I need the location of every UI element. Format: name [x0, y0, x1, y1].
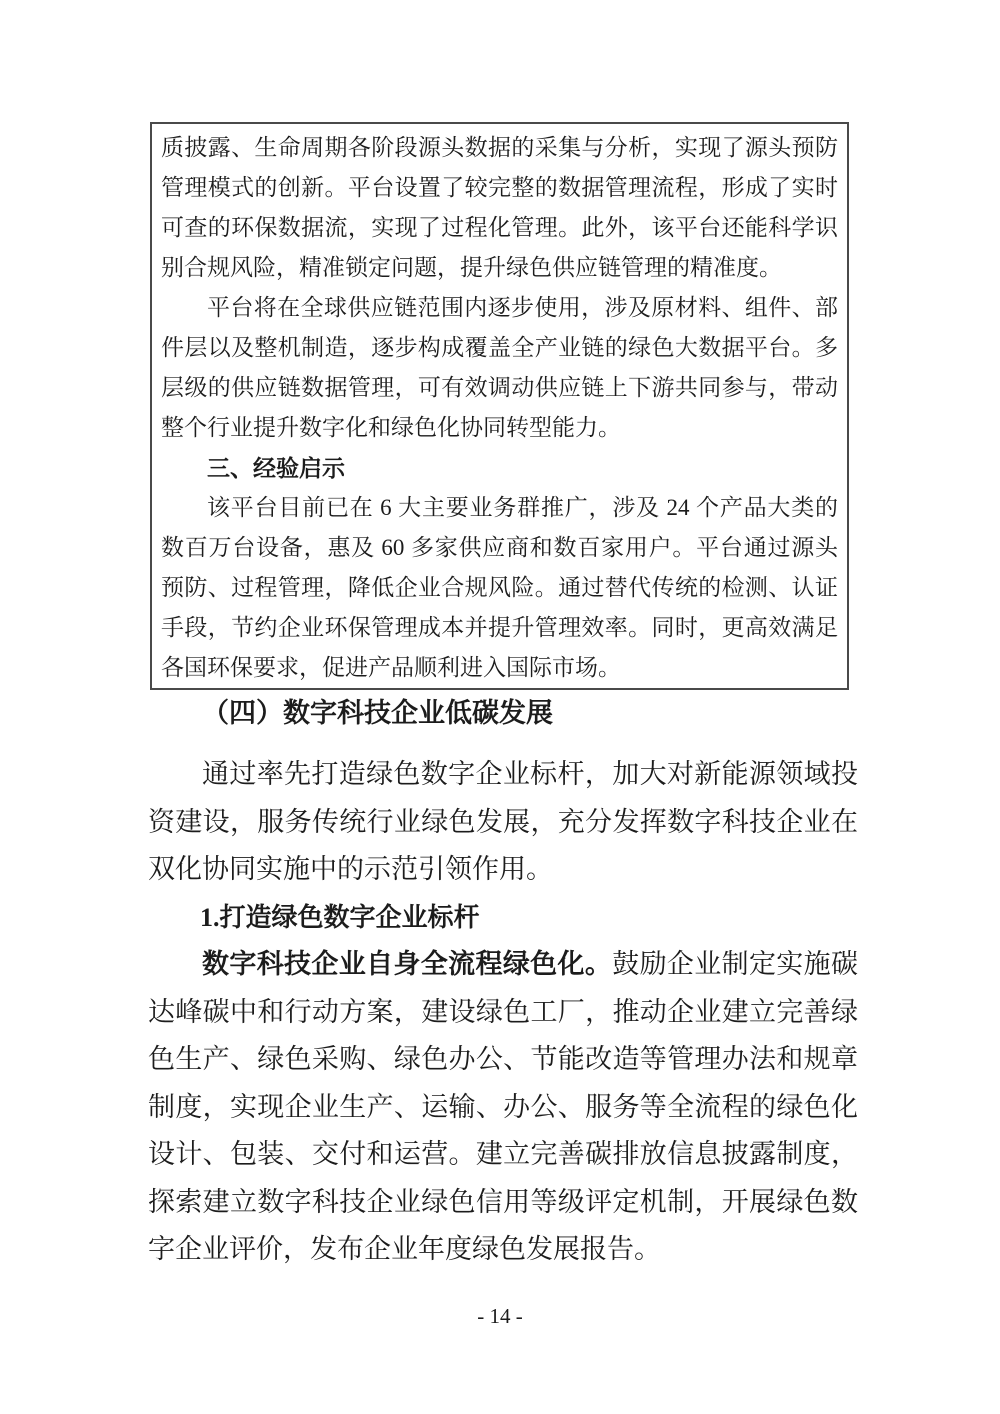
section-intro-paragraph: 通过率先打造绿色数字企业标杆，加大对新能源领域投资建设，服务传统行业绿色发展，充分发挥数字科技企业在双化协同实施中的示范引领作用。: [148, 759, 858, 884]
main-content: [148, 690, 858, 1274]
page-number: - 14 -: [477, 1304, 523, 1328]
section-heading: （四）数字科技企业低碳发展: [202, 698, 553, 728]
body-paragraph: [148, 941, 858, 1274]
paragraph-bold-lead: 数字科技企业自身全流程绿色化。: [202, 949, 613, 979]
paragraph-text: 鼓励企业制定实施碳达峰碳中和行动方案，建设绿色工厂，推动企业建立完善绿色生产、绿色采购、绿色办公、节能改造等管理办法和规章制度，实现企业生产、运输、办公、服务等全流程的绿色化设计、包装、交付和运营。建立完善碳排放信息披露制度，探索建立数字科技企业绿色信用等级评定机制，开展绿色数字企业评价，发布企业年度绿色发展报告。: [148, 949, 859, 1264]
box-paragraph: 该平台目前已在 6 大主要业务群推广，涉及 24 个产品大类的数百万台设备，惠及 60 多家供应商和数百家用户。平台通过源头预防、过程管理，降低企业合规风险。通过替代传统的检测、认证手段，节约企业环保管理成本并提升管理效率。同时，更高效满足各国环保要求，促进产品顺利进入国际市场。: [161, 495, 838, 680]
box-paragraph-continuation: 质披露、生命周期各阶段源头数据的采集与分析，实现了源头预防管理模式的创新。平台设置了较完整的数据管理流程，形成了实时可查的环保数据流，实现了过程化管理。此外，该平台还能科学识别合规风险，精准锁定问题，提升绿色供应链管理的精准度。: [161, 135, 838, 280]
callout-box: [150, 122, 849, 690]
box-section-heading: 三、经验启示: [207, 455, 345, 481]
subsection-heading: 1.打造绿色数字企业标杆: [200, 902, 480, 932]
box-paragraph: 平台将在全球供应链范围内逐步使用，涉及原材料、组件、部件层以及整机制造，逐步构成覆盖全产业链的绿色大数据平台。多层级的供应链数据管理，可有效调动供应链上下游共同参与，带动整个行业提升数字化和绿色化协同转型能力。: [161, 295, 838, 440]
